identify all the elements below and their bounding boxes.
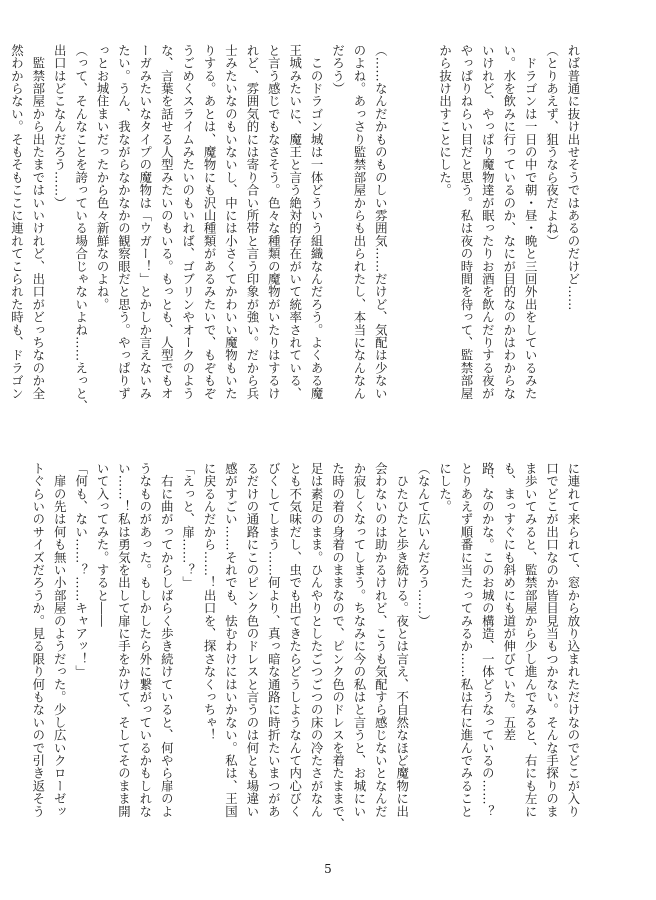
text-line: から抜け出すことにした。	[437, 44, 453, 197]
page-number: 5	[324, 862, 332, 876]
text-line: 「何も、ない……？……キャアッ！」	[73, 462, 89, 678]
text-line: やっぱりねらい目だと思う。私は夜の時間を待って、監禁部屋	[458, 44, 474, 400]
text-line: ドラゴンは一日の中で朝・昼・晩と三回外出をしているみた	[523, 44, 539, 400]
text-line: 感がすごい……それでも、怯むわけにはいかない。私は、王国	[223, 462, 239, 818]
text-line: のよね。あっさり監禁部屋からも出られたし、本当になんなん	[351, 44, 367, 400]
text-line: このドラゴン城は一体どういう組織なんだろう。よくある魔	[309, 44, 325, 400]
text-line: 出口はどこなんだろう……）	[52, 44, 68, 210]
text-line: （……なんだかものものしい雰囲気……だけど、気配は少ない	[373, 44, 389, 400]
text-line: に戻るんだから……！出口を、探さなくっちゃ！	[202, 462, 218, 742]
text-line: だろう）	[330, 44, 346, 95]
text-line: 路、なのかな。このお城の構造、一体どうなっているの……？	[480, 462, 496, 818]
text-line: な、言葉を話せる人型みたいのもいる。もっとも、人型でもオ	[159, 44, 175, 400]
text-line	[391, 44, 412, 414]
text-block-lower	[30, 462, 584, 832]
text-line: とも不気味だし、虫でも出てきたらどうしようなんて内心びく	[287, 462, 303, 818]
text-line: 右に曲がってからしばらく歩き続けていると、何やら扉のよ	[159, 462, 175, 818]
text-line: た時の着の身着のままなので、ピンク色のドレスを着たままで、	[330, 462, 346, 831]
text-line: い……！私は勇気を出して扉に手をかけて、そしてそのまま開	[116, 462, 132, 818]
text-line: 会わないのは助かるけれど、こうも気配すら感じないとなんだ	[373, 462, 389, 818]
text-line: にした。	[437, 462, 453, 513]
text-line: いけれど、やっぱり魔物達が眠ったりお酒を飲んだりする夜が	[480, 44, 496, 400]
text-line: 然わからない。そもそもここに連れてこられた時も、ドラゴン	[9, 44, 25, 400]
text-line: に連れて来られて、窓から放り込まれただけなのでどこが入り	[566, 462, 581, 818]
text-line: ーガみたいなタイプの魔物は「ウガー！」とかしか言えないみ	[137, 44, 153, 400]
text-line: りする。あとは、魔物にも沢山種類があるみたいで、もぞもぞ	[202, 44, 218, 400]
text-line: とりあえず順番に当たってみるか……私は右に進んでみること	[458, 462, 474, 818]
text-line: うごめくスライムみたいのもいれば、ゴブリンやオークのよう	[180, 44, 196, 400]
text-line: （なんて広いんだろう……）	[416, 462, 432, 628]
text-line: も、まっすぐにも斜めにも道が伸びていた。五差	[501, 462, 517, 742]
text-line: 監禁部屋から出たまではいいけれど、出口がどっちなのか全	[30, 44, 46, 400]
text-line: れば普通に抜け出せそうではあるのだけど……	[566, 44, 581, 311]
text-line: （とりあえず、狙うなら夜だよね）	[544, 44, 560, 248]
text-line: っとお城住まいだったから色々新鮮なのよね。	[95, 44, 111, 311]
text-line: い。水を飲みに行っているのか、なにが目的なのかはわからな	[501, 44, 517, 400]
text-line: いて入ってみた。すると――	[95, 462, 111, 628]
text-line: と言う感じでもなさそう。色々な種類の魔物がいたりはするけ	[266, 44, 282, 400]
text-line: ま歩いてみると、監禁部屋から少し進んでみると、右にも左に	[523, 462, 539, 818]
text-line: （って、そんなことを誇っている場合じゃないよね……えっと、	[73, 44, 89, 413]
text-line: 士みたいなのもいないし、中には小さくてかわいい魔物もいた	[223, 44, 239, 400]
text-line: 扉の先は何も無い小部屋のようだった。少し広いクローゼッ	[52, 462, 68, 818]
text-block-upper	[9, 44, 584, 414]
text-line: か寂しくなってしまう。ちなみに今の私はと言うと、お城にい	[351, 462, 367, 818]
text-line: 「えっと、扉……？」	[180, 462, 196, 589]
text-line: 王城みたいに、魔王と言う絶対的存在がいて統率されている、	[287, 44, 303, 400]
text-line: るだけの通路にこのピンク色のドレスと言うのは何とも場違い	[244, 462, 260, 818]
text-line: ひたひたと歩き続ける。夜とは言え、不自然なほど魔物に出	[394, 462, 410, 818]
text-line: うなものがあった。もしかしたら外に繋がっているかもしれな	[137, 462, 153, 818]
text-line: たい。うん、我ながらなかなかの観察眼だと思う。やっぱりず	[116, 44, 132, 400]
text-line: トぐらいのサイズだろうか。見る限り何もないので引き返そう	[30, 462, 46, 818]
text-line	[413, 44, 434, 414]
text-line: びくしてしまう……何より、真っ暗な通路に時折たいまつがあ	[266, 462, 282, 818]
text-line: 口でどこが出口なのか皆目見当もつかない。そんな手探りのま	[544, 462, 560, 818]
text-line: 足は素足のまま。ひんやりとしたごつごつの床の冷たさがなん	[309, 462, 325, 818]
text-line: れど、雰囲気的には寄り合い所帯と言う印象が強い。だから兵	[244, 44, 260, 400]
